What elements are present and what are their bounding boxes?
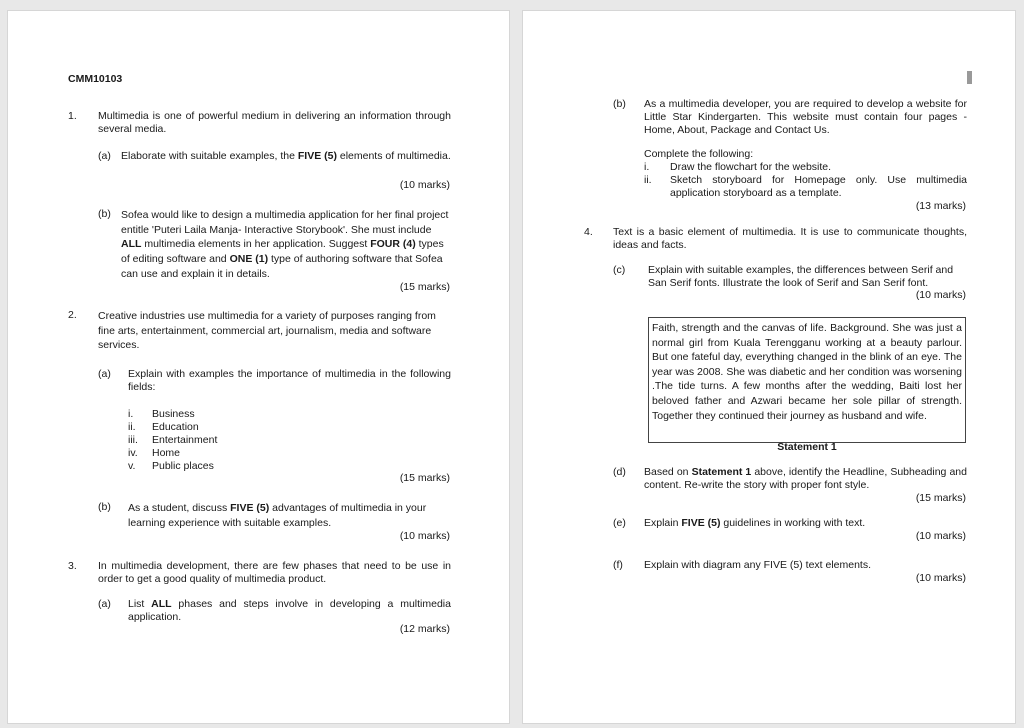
question-3a-label: (a) [98,598,111,610]
question-3-number: 3. [68,560,77,572]
statement-1-caption: Statement 1 [777,441,837,453]
question-4e-text: Explain FIVE (5) guidelines in working with text. [644,517,866,529]
question-4e-label: (e) [613,517,626,529]
question-3b-label: (b) [613,98,626,110]
question-2b-text: As a student, discuss FIVE (5) advantages of multimedia in your learning experience with suitable examples. [128,502,427,529]
question-2a-text: Explain with examples the importance of multimedia in the following fields: [128,368,451,393]
list-item-text: Home [152,447,181,459]
question-2a-marks: (15 marks) [399,472,450,484]
question-3b-text: As a multimedia developer, you are required to develop a website for Little Star Kindergarten. This website must contain four pages - Home, About, Package and Contact Us. [644,98,967,136]
question-2-number: 2. [68,309,77,321]
question-4e-marks: (10 marks) [915,530,966,542]
right-page [522,10,1016,724]
text-cursor-icon [967,71,972,84]
list-item-text: Draw the flowchart for the website. [670,161,832,173]
question-2a-label: (a) [98,368,111,380]
list-item-number: ii. [128,421,136,433]
list-item-number: iii. [128,434,138,446]
question-4d-label: (d) [613,466,626,478]
list-item-text: Business [152,408,195,420]
question-4d-text: Based on Statement 1 above, identify the Headline, Subheading and content. Re-write the story with proper font style. [644,466,967,491]
list-item-number: i. [128,408,134,420]
question-3b-marks: (13 marks) [915,200,966,212]
question-3a-text: List ALL phases and steps involve in developing a multimedia application. [128,598,451,623]
statement-1-text: Faith, strength and the canvas of life. Background. She was just a normal girl from Kuala Terengganu working at a beauty parlour. But one fateful day, everything changed in the blink of an eye. The year was 2008. She was diabetic and her condition was worsening .The tide turns. A few months after the wedding, Baiti lost her beloved father and Azwari became her sole pillar of strength. Together they continued their journey as husband and wife. [652,322,962,422]
question-4-stem: Text is a basic element of multimedia. It is use to communicate thoughts, ideas and facts. [613,226,967,251]
question-2-stem: Creative industries use multimedia for a variety of purposes ranging from fine arts, entertainment, commercial art, journalism, media and software services. [98,310,436,352]
list-item-number: i. [644,161,650,173]
question-1b-text: Sofea would like to design a multimedia application for her final project entitle 'Puteri Laila Manja- Interactive Storybook'. She must include ALL multimedia elements in her application. Suggest FOUR (4) types of editing software and ONE (1) type of authoring software that Sofea can use and explain it in details. [121,209,449,280]
question-2b-marks: (10 marks) [399,530,450,542]
statement-1-box [648,317,966,443]
question-1a-marks: (10 marks) [399,179,450,191]
question-4f-text: Explain with diagram any FIVE (5) text elements. [644,559,872,571]
list-item-number: iv. [128,447,138,459]
list-item-number: ii. [644,174,652,186]
question-4f-label: (f) [613,559,623,571]
question-1a-label: (a) [98,150,111,162]
question-1b-marks: (15 marks) [399,281,450,293]
list-item-text: Sketch storyboard for Homepage only. Use multimedia application storyboard as a template. [670,174,967,199]
course-code-header: CMM10103 [68,73,123,85]
question-2b-label: (b) [98,501,111,513]
question-3b-complete: Complete the following: [644,148,754,160]
question-4c-text: Explain with suitable examples, the differences between Serif and San Serif fonts. Illustrate the look of Serif and San Serif font. [648,264,954,289]
question-4f-marks: (10 marks) [915,572,966,584]
question-4c-label: (c) [613,264,626,276]
question-1-number: 1. [68,110,77,122]
question-1-stem: Multimedia is one of powerful medium in delivering an information through several media. [98,110,451,135]
question-4c-marks: (10 marks) [915,289,966,301]
list-item-text: Entertainment [152,434,218,446]
question-3a-marks: (12 marks) [399,623,450,635]
list-item-number: v. [128,460,136,472]
list-item-text: Public places [152,460,214,472]
left-page [7,10,510,724]
question-3-stem: In multimedia development, there are few phases that need to be use in order to get a good quality of multimedia product. [98,560,451,585]
question-4-number: 4. [584,226,593,238]
question-1b-label: (b) [98,208,111,220]
question-4d-marks: (15 marks) [915,492,966,504]
list-item-text: Education [152,421,199,433]
question-1a-text: Elaborate with suitable examples, the FIVE (5) elements of multimedia. [121,150,451,162]
